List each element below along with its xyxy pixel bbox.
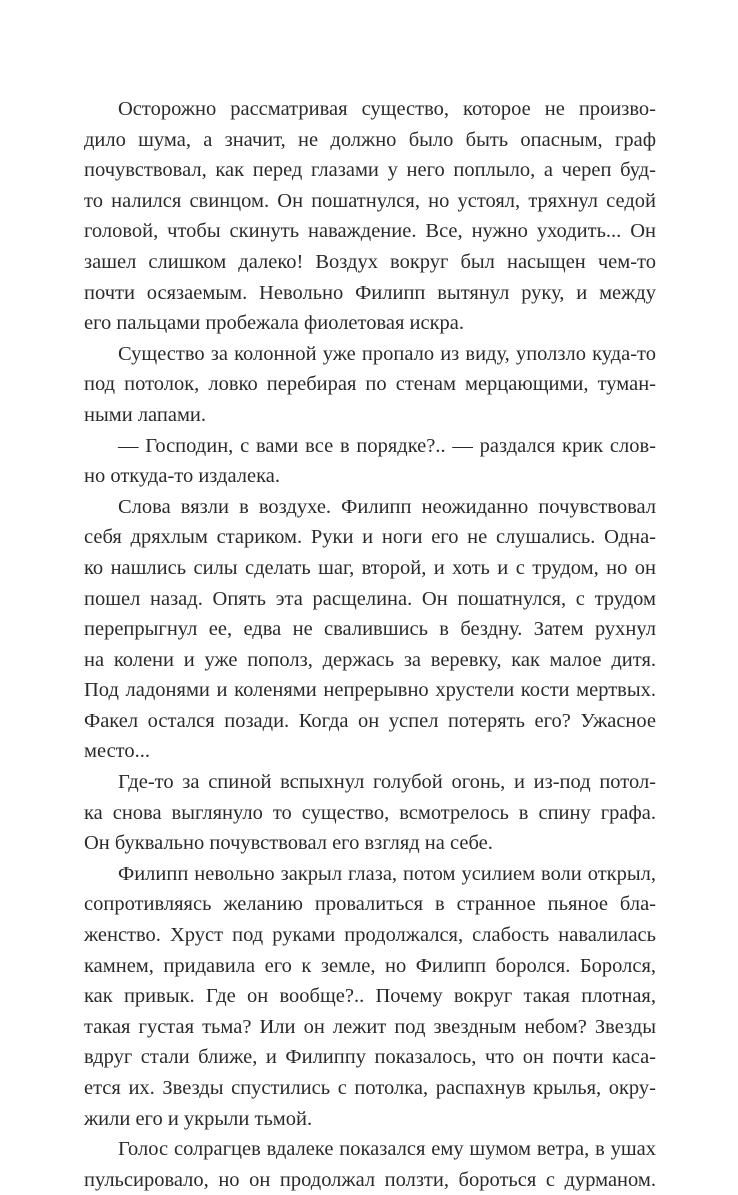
text-line: пошел назад. Опять эта расщелина. Он пошатнулся, с трудом [84,587,656,610]
text-line: как привык. Где он вообще?.. Почему вокруг такая плотная, [84,985,656,1008]
text-line: Филипп невольно закрыл глаза, потом усилием воли открыл, [118,862,656,885]
paragraph [84,94,656,339]
text-line: Осторожно рассматривая существо, которое не произво- [118,98,656,120]
text-line: ка снова выглянуло то существо, всмотрелось в спину графа. [84,801,656,824]
text-line: такая густая тьма? Или он лежит под звездным небом? Звезды [84,1015,656,1038]
text-line: пульсировало, но он продолжал ползти, бороться с дурманом. [84,1168,656,1191]
text-line: женство. Хруст под руками продолжался, слабость навалилась [84,924,656,947]
text-line: Под ладонями и коленями непрерывно хрустели кости мертвых. [84,679,656,702]
text-line: Факел остался позади. Когда он успел потерять его? Ужасное [84,709,656,732]
text-line: Слова вязли в воздухе. Филипп неожиданно почувствовал [118,495,656,518]
paragraph [84,1134,656,1195]
text-line: место... [84,740,150,763]
text-line: — Господин, с вами все в порядке?.. — раздался крик слов- [118,434,656,457]
text-line: вдруг стали ближе, и Филиппу показалось, что он почти каса- [84,1046,656,1069]
text-line: головой, чтобы скинуть наваждение. Все, нужно уходить... Он [84,220,656,243]
text-line: под потолок, ловко перебирая по стенам мерцающими, туман- [84,373,656,396]
text-line: ко нашлись силы сделать шаг, второй, и хоть и с трудом, но он [84,556,656,579]
text-line: почувствовал, как перед глазами у него поплыло, а череп буд- [84,159,656,182]
text-line: Голос солрагцев вдалеке показался ему шумом ветра, в ушах [118,1138,656,1161]
text-line: но откуда-то издалека. [84,465,280,488]
text-line: камнем, придавила его к земле, но Филипп боролся. Боролся, [84,954,656,977]
text-line: ными лапами. [84,403,207,426]
text-line: Он буквально почувствовал его взгляд на себе. [84,832,493,855]
paragraph [84,492,656,767]
text-line: на колени и уже пополз, держась за веревку, как малое дитя. [84,648,656,671]
text-line: сопротивляясь желанию провалиться в странное пьяное бла- [84,893,656,916]
paragraph [84,859,656,1134]
text-line: Где-то за спиной вспыхнул голубой огонь, и из-под потол- [118,771,656,794]
book-page [84,94,656,1195]
text-line: себя дряхлым стариком. Руки и ноги его не слушались. Одна- [84,526,656,549]
paragraph [84,339,656,431]
text-line: перепрыгнул ее, едва не свалившись в бездну. Затем рухнул [84,618,656,641]
text-line: то налился свинцом. Он пошатнулся, но устоял, тряхнул седой [84,189,656,212]
paragraph [84,767,656,859]
text-line: зашел слишком далеко! Воздух вокруг был насыщен чем-то [84,250,656,273]
text-line: Существо за колонной уже пропало из виду, уползло куда-то [118,342,656,365]
text-line: дило шума, а значит, не должно было быть опасным, граф [84,128,656,151]
text-line: ется их. Звезды спустились с потолка, распахнув крылья, окру- [84,1077,656,1099]
paragraph [84,431,656,492]
text-line: жили его и укрыли тьмой. [84,1107,313,1130]
text-line: его пальцами пробежала фиолетовая искра. [84,312,465,335]
text-line: почти осязаемым. Невольно Филипп вытянул руку, и между [84,281,656,304]
